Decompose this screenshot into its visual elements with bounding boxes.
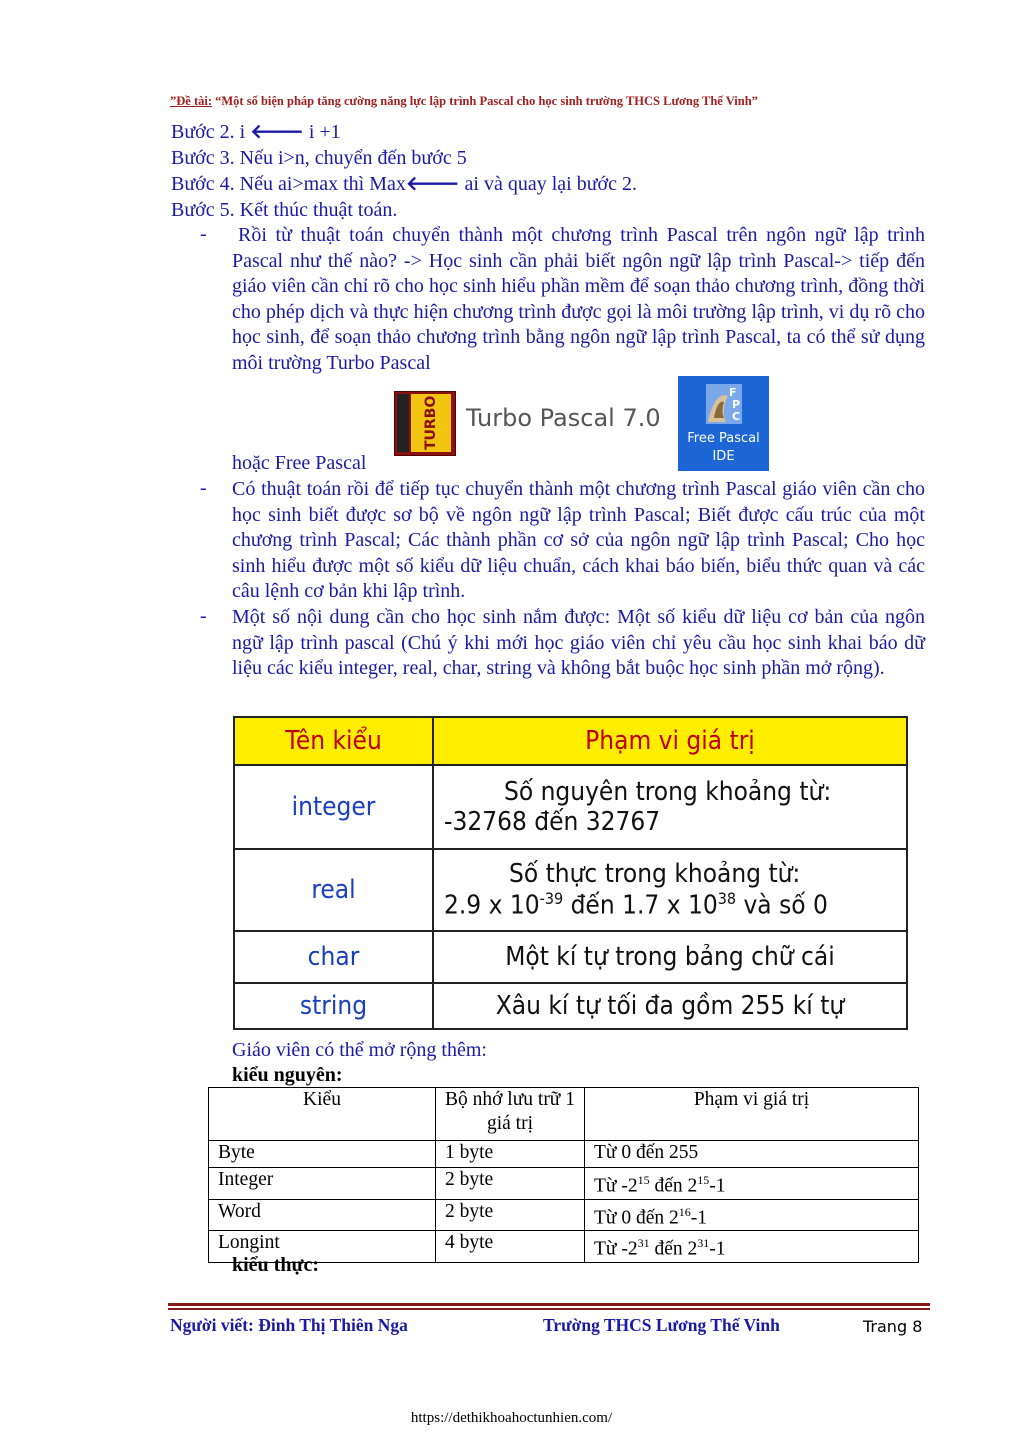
type-name: integer [234, 765, 433, 849]
header-value-range: Phạm vi giá trị [433, 717, 907, 765]
step-3 [171, 145, 467, 171]
step-text: Bước 4. Nếu ai>max thì Max [171, 173, 406, 195]
cell-type: Integer [209, 1168, 436, 1200]
cell-type: Byte [209, 1141, 436, 1168]
header-title: “Một số biện pháp tăng cường năng lực lập trình Pascal cho học sinh trường THCS Lương Thế Vinh” [212, 94, 758, 108]
data-type-table [233, 716, 908, 1030]
extend-text: Giáo viên có thể mở rộng thêm: [232, 1039, 487, 1061]
type-name: string [234, 983, 433, 1029]
turbo-word: TURBO [411, 394, 451, 452]
bullet-dash: - [200, 477, 207, 499]
cell-memory: 4 byte [436, 1231, 585, 1263]
type-range [433, 849, 907, 931]
header-range: Phạm vi giá trị [585, 1088, 919, 1141]
range-line: 2.9 x $10^{-39}$ đến 1.7 x $10^{38}$ và số 0 [444, 889, 828, 921]
integer-types-label: kiểu nguyên: [232, 1064, 343, 1086]
footer-school: Trường THCS Lương Thế Vinh [543, 1315, 780, 1335]
step-text: ai và quay lại bước 2. [459, 173, 637, 195]
range-line: -32768 đến 32767 [444, 807, 661, 837]
svg-text:F: F [729, 386, 737, 399]
type-range [433, 765, 907, 849]
integer-types-table [208, 1087, 919, 1263]
paragraph-3: Một số nội dung cần cho học sinh nắm được: Một số kiểu dữ liệu cơ bản của ngôn ngữ lập trình pascal (Chú ý khi mới học giáo viên chỉ yêu cầu học sinh khai báo dữ liệu các kiểu integer, real, char, string và không bắt buộc học sinh phần mở rộng). [232, 606, 925, 679]
left-arrow-icon: 🡐 [405, 173, 460, 195]
cell-range: Từ $-2^{31}$ đến $2^{31}-1$ [585, 1231, 919, 1263]
cell-range: Từ 0 đến 255 [585, 1141, 919, 1168]
cell-type: Longint [209, 1231, 436, 1263]
cell-type: Word [209, 1199, 436, 1231]
step-text: Bước 2. i [171, 121, 251, 143]
paragraph-1-tail: hoặc Free Pascal [232, 452, 367, 474]
svg-text:C: C [732, 410, 741, 423]
table-row [234, 983, 907, 1029]
table-row [234, 931, 907, 983]
footer-author: Người viết: Đinh Thị Thiên Nga [170, 1315, 408, 1335]
paragraph-2: Có thuật toán rồi để tiếp tục chuyển thành một chương trình Pascal giáo viên cần cho học sinh biết được sơ bộ về ngôn ngữ lập trình Pascal; Biết được cấu trúc của một chương trình Pascal; Các thành phần cơ sở của ngôn ngữ lập trình Pascal; Cho học sinh hiểu được một số kiểu dữ liệu chuẩn, cách khai báo biến, biểu thức quan và các câu lệnh cơ bản khi lập trình. [232, 478, 925, 602]
bullet-dash: - [200, 223, 207, 245]
table-row [209, 1199, 919, 1231]
table-row [209, 1141, 919, 1168]
cell-range: Từ 0 đến $2^{16}-1$ [585, 1199, 919, 1231]
header-memory: Bộ nhớ lưu trữ 1 giá trị [436, 1088, 585, 1141]
table-header-row [209, 1088, 919, 1141]
ide-label: IDE [712, 449, 735, 464]
step-text: Bước 5. Kết thúc thuật toán. [171, 199, 398, 221]
cell-range: Từ $-2^{15}$ đến $2^{15}-1$ [585, 1168, 919, 1200]
step-5 [171, 197, 397, 223]
step-text: i +1 [303, 121, 341, 143]
step-text: Bước 3. Nếu i>n, chuyển đến bước 5 [171, 147, 467, 169]
type-name: char [234, 931, 433, 983]
type-range: Xâu kí tự tối đa gồm 255 kí tự [433, 983, 907, 1029]
bullet-dash: - [200, 605, 207, 627]
header-type-name: Tên kiểu [234, 717, 433, 765]
document-header [170, 94, 758, 109]
real-types-label: kiểu thực: [232, 1254, 320, 1276]
turbo-pascal-logo-icon [394, 391, 456, 456]
type-range: Một kí tự trong bảng chữ cái [433, 931, 907, 983]
free-pascal-label: Free Pascal [687, 431, 760, 446]
fpc-glyph-icon [702, 382, 746, 426]
paragraph-1: Rồi từ thuật toán chuyển thành một chương trình Pascal trên ngôn ngữ lập trình Pascal như thế nào? -> Học sinh cần phải biết ngôn ngữ lập trình Pascal-> tiếp đến giáo viên cần chỉ rõ cho học sinh hiểu phần mềm để soạn thảo chương trình, đồng thời cho phép dịch và thực hiện chương trình được gọi là môi trường lập trình, vi dụ rõ cho học sinh, để soạn thảo chương trình bằng ngôn ngữ lập trình Pascal, ta có thể sử dụng môi trường Turbo Pascal [232, 224, 925, 374]
page-number: Trang 8 [863, 1317, 923, 1336]
table-row [234, 849, 907, 931]
cell-memory: 2 byte [436, 1168, 585, 1200]
step-4 [171, 171, 637, 197]
footer-divider [168, 1303, 930, 1306]
header-type: Kiểu [209, 1088, 436, 1141]
table-row [234, 765, 907, 849]
step-2 [171, 119, 341, 145]
source-url[interactable]: https://dethikhoahoctunhien.com/ [410, 1410, 613, 1426]
turbo-pascal-title: Turbo Pascal 7.0 [466, 404, 661, 432]
range-line: Số nguyên trong khoảng từ: [504, 777, 832, 807]
header-label: ”Đề tài: [170, 94, 212, 108]
range-line: Số thực trong khoảng từ: [509, 859, 801, 890]
type-name: real [234, 849, 433, 931]
table-header-row [234, 717, 907, 765]
footer-divider [168, 1308, 930, 1310]
cell-memory: 1 byte [436, 1141, 585, 1168]
svg-text:P: P [732, 398, 741, 411]
borland-strip [397, 394, 409, 452]
table-row [209, 1168, 919, 1200]
left-arrow-icon: 🡐 [250, 121, 304, 143]
cell-memory: 2 byte [436, 1199, 585, 1231]
